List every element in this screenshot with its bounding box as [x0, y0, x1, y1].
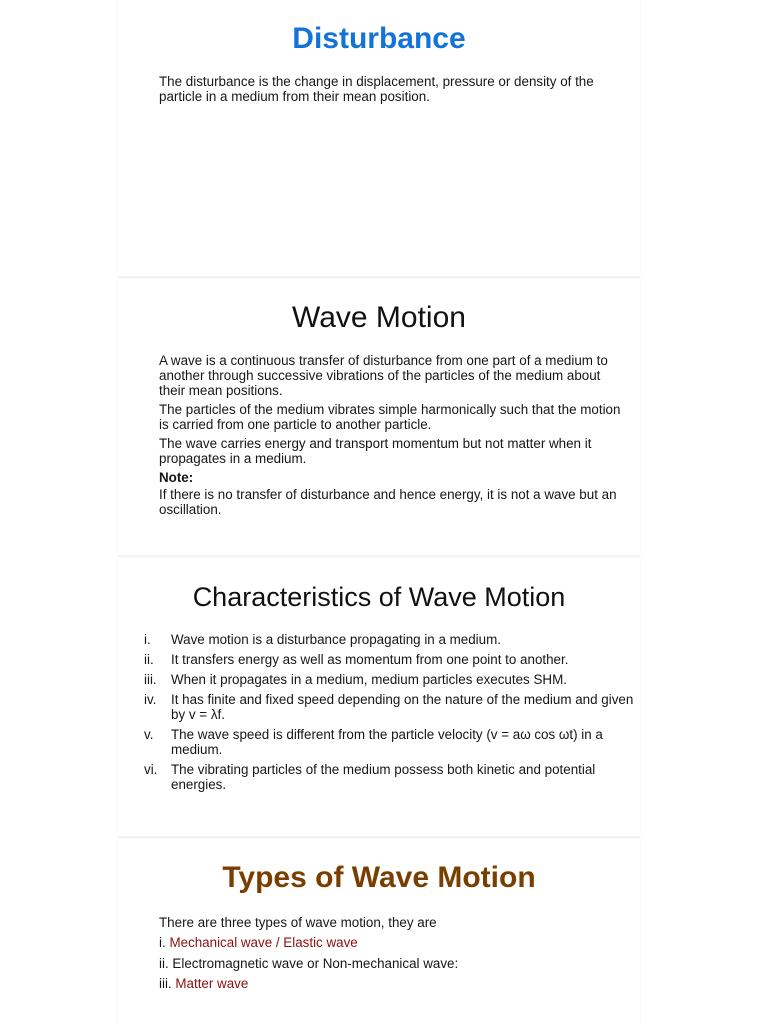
characteristics-list: [144, 632, 634, 797]
list-item: [144, 727, 634, 757]
list-item-number: iv.: [144, 692, 157, 707]
wave-motion-paragraph: The particles of the medium vibrates simple harmonically such that the motion is carried from one particle to another particle.: [159, 402, 621, 432]
disturbance-title: Disturbance: [292, 22, 466, 55]
list-item-text: Matter wave: [175, 976, 249, 991]
list-item-number: iii.: [159, 976, 172, 991]
wave-motion-slide: [118, 279, 640, 555]
list-item: [144, 672, 634, 687]
list-item-number: v.: [144, 727, 154, 742]
section-divider: [118, 836, 640, 838]
list-item-number: ii.: [144, 652, 154, 667]
list-item-number: vi.: [144, 762, 158, 777]
list-item: [144, 692, 634, 722]
section-divider: [118, 276, 640, 278]
list-item-text: It transfers energy as well as momentum from one point to another.: [171, 652, 569, 667]
wave-motion-paragraph: A wave is a continuous transfer of disturbance from one part of a medium to another through successive vibrations of the particles of the medium about their mean positions.: [159, 353, 608, 398]
types-list: [159, 935, 458, 997]
note-text: If there is no transfer of disturbance and hence energy, it is not a wave but an oscillation.: [159, 487, 617, 517]
types-title: Types of Wave Motion: [222, 861, 536, 894]
list-item-text: The wave speed is different from the particle velocity (v = aω cos ωt) in a medium.: [171, 727, 603, 757]
disturbance-paragraph: The disturbance is the change in displacement, pressure or density of the particle in a medium from their mean position.: [159, 74, 594, 104]
list-item: [144, 762, 634, 792]
list-item-text: Electromagnetic wave or Non-mechanical wave:: [172, 955, 459, 971]
characteristics-slide: [118, 558, 640, 836]
list-item: [159, 956, 458, 971]
disturbance-slide: [118, 0, 640, 276]
list-item-number: ii.: [159, 955, 169, 971]
list-item: [159, 935, 458, 950]
note-label: Note:: [159, 470, 194, 485]
list-item-text: Wave motion is a disturbance propagating in a medium.: [171, 632, 501, 647]
disturbance-body: [159, 74, 629, 108]
list-item-number: iii.: [144, 672, 157, 687]
wave-motion-paragraph: The wave carries energy and transport momentum but not matter when it propagates in a medium.: [159, 436, 592, 466]
wave-motion-body: [159, 353, 629, 521]
list-item: [144, 632, 634, 647]
wave-motion-title: Wave Motion: [292, 301, 466, 334]
types-intro: There are three types of wave motion, they are: [159, 915, 437, 930]
list-item-number: i.: [144, 632, 151, 647]
list-item-text: The vibrating particles of the medium possess both kinetic and potential energies.: [171, 762, 596, 792]
section-divider: [118, 555, 640, 557]
list-item: [144, 652, 634, 667]
list-item-text: When it propagates in a medium, medium particles executes SHM.: [171, 672, 567, 687]
list-item-text: It has finite and fixed speed depending on the nature of the medium and given by v = λf.: [171, 692, 634, 722]
types-slide: [118, 839, 640, 1024]
list-item: [159, 976, 458, 991]
list-item-number: i.: [159, 935, 166, 950]
characteristics-title: Characteristics of Wave Motion: [192, 582, 566, 612]
list-item-text: Mechanical wave / Elastic wave: [169, 935, 358, 950]
